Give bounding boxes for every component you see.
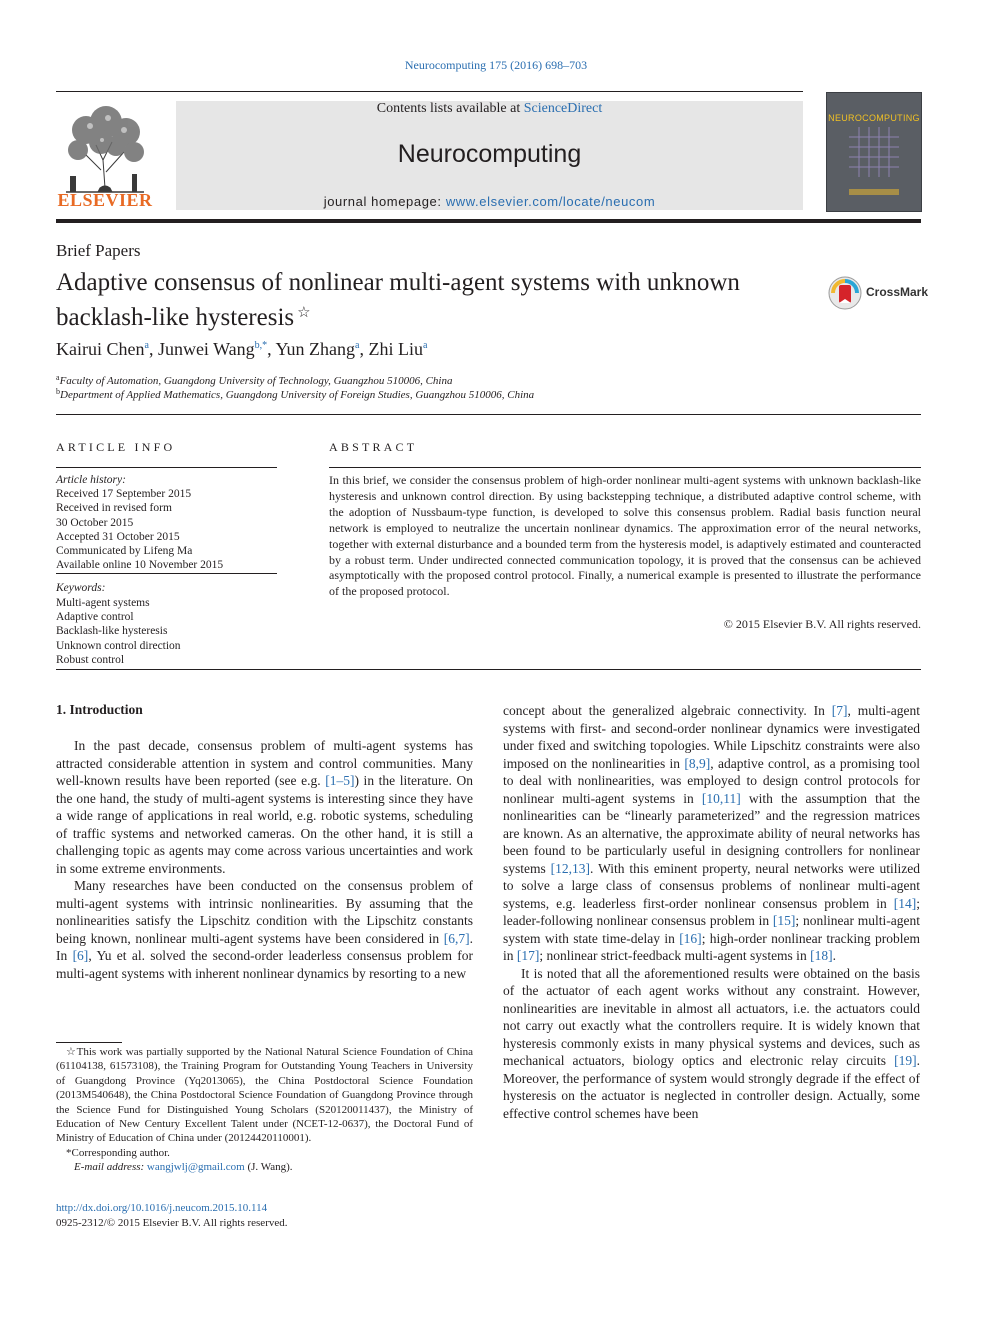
body-text: In the past decade, consensus problem of multi-agent systems has attracted considerable attention in system and control communities. Many well-known results have been reported (see e.g. xyxy=(56,738,473,788)
article-title xyxy=(56,268,816,333)
body-text: Many researches have been conducted on the consensus problem of multi-agent systems with intrinsic nonlinearities. By assuming that the nonlinearities satisfy the Lipschitz condition with the Lipschitz constants being known, nonlinear multi-agent systems have been considered in xyxy=(56,878,473,946)
front-matter-divider xyxy=(56,669,921,670)
homepage-link[interactable]: www.elsevier.com/locate/neucom xyxy=(445,194,656,209)
author-name[interactable]: Kairui Chen xyxy=(56,339,145,359)
title-line-2-text: backlash-like hysteresis xyxy=(56,304,295,331)
history-item: Communicated by Lifeng Ma xyxy=(56,545,193,557)
abstract-rule xyxy=(329,467,921,468)
email-link[interactable]: wangjwlj@gmail.com xyxy=(146,1161,245,1174)
history-item: Received in revised form xyxy=(56,502,172,514)
author-name[interactable]: Junwei Wang xyxy=(157,339,255,359)
reference-link[interactable]: [19] xyxy=(894,1053,917,1068)
homepage-prefix: journal homepage: xyxy=(323,194,446,209)
contents-line xyxy=(176,101,803,117)
reference-link[interactable]: [7] xyxy=(831,703,848,718)
footnote-rule xyxy=(56,1042,122,1043)
article-info-heading: ARTICLE INFO xyxy=(56,440,176,454)
history-item: Accepted 31 October 2015 xyxy=(56,531,180,543)
body-text: . With this eminent property, neural networks were utilized to solve a large class of consensus problems of nonlinear multi-agent systems, e.g. leaderless first-order nonlinear consensus problem in xyxy=(503,860,920,911)
body-text: . Moreover, the performance of system would strongly degrade if the effect of hysteresis on the actuator is neglected in controller design. Actually, some effective control schemes have been xyxy=(503,1053,920,1121)
body-text: . In xyxy=(56,930,473,963)
body-column-left xyxy=(56,737,473,982)
keyword-item: Adaptive control xyxy=(56,611,134,623)
author-affil-link[interactable]: a xyxy=(144,340,149,351)
keyword-item: Unknown control direction xyxy=(56,640,181,652)
reference-link[interactable]: [18] xyxy=(810,948,833,963)
journal-homepage xyxy=(176,194,803,209)
body-text: It is noted that all the aforementioned results were obtained on the basis of the actuator of each agent works without any constraint. However, nonlinearities are inevitable in almost all actuators, i.e. the actuators could not carry out exactly what the controllers require. It is widely known that hysteresis commonly exists in many physical systems and devices, such as mechanical actuators, biology optics and electronic relay circuits xyxy=(503,965,920,1068)
author-name[interactable]: Zhi Liu xyxy=(368,339,423,359)
abstract-heading: ABSTRACT xyxy=(329,440,418,454)
crossmark-label: CrossMark xyxy=(866,285,929,299)
affiliation-mark: a xyxy=(56,373,60,382)
sciencedirect-link[interactable]: ScienceDirect xyxy=(523,101,603,116)
body-text: , Yu et al. solved the second-order leaderless consensus problem for multi-agent systems with inherent nonlinear dynamics by resorting to a new xyxy=(56,948,474,981)
history-item: 30 October 2015 xyxy=(56,517,134,529)
reference-link[interactable]: [14] xyxy=(893,895,917,911)
section-label: Brief Papers xyxy=(56,241,141,260)
history-rule xyxy=(56,573,277,574)
body-text: ; nonlinear strict-feedback multi-agent systems in xyxy=(539,948,811,963)
reference-link[interactable]: [10,11] xyxy=(701,790,741,806)
issn-line: 0925-2312/© 2015 Elsevier B.V. All rights reserved. xyxy=(56,1217,288,1229)
body-text: ; nonlinear multi-agent system with state time-delay in xyxy=(503,913,920,946)
author-separator: , xyxy=(359,339,369,359)
body-paragraph xyxy=(503,702,920,965)
keyword-item: Robust control xyxy=(56,654,125,666)
cover-footer-bar xyxy=(849,189,899,195)
body-text: . xyxy=(832,948,836,963)
body-text: ; high-order nonlinear tracking problem in xyxy=(503,930,920,963)
reference-link[interactable]: [6,7] xyxy=(443,930,470,946)
body-text: ; leader-following nonlinear consensus problem in xyxy=(503,895,920,928)
history-item: Available online 10 November 2015 xyxy=(56,559,224,571)
body-text: , multi-agent systems with first- and second-order nonlinear dynamics were investigated under fixed and switching topologies. While Lipschitz constraints were also imposed on the nonlinearities in xyxy=(503,703,921,771)
section-heading: 1. Introduction xyxy=(56,702,143,717)
author-separator: , xyxy=(148,339,158,359)
history-label: Article history: xyxy=(56,474,126,486)
keyword-item: Multi-agent systems xyxy=(56,597,150,609)
reference-link[interactable]: [15] xyxy=(772,913,796,928)
journal-title: Neurocomputing xyxy=(397,140,582,168)
body-text: , adaptive control, as a promising tool to deal with nonlinearities, was employed to design control protocols for nonlinear multi-agent systems in xyxy=(503,755,920,806)
crossmark-button[interactable] xyxy=(828,276,929,310)
affiliation-text: Department of Applied Mathematics, Guangdong University of Foreign Studies, Guangzhou 510006, China xyxy=(60,389,535,401)
author-separator: , xyxy=(267,339,276,359)
email-suffix: (J. Wang). xyxy=(244,1161,293,1174)
body-text: concept about the generalized algebraic connectivity. In xyxy=(503,703,832,718)
author-name[interactable]: Yun Zhang xyxy=(275,339,355,359)
title-footnote-mark[interactable]: ☆ xyxy=(297,305,311,321)
masthead-top-rule xyxy=(56,91,803,92)
keyword-item: Backlash-like hysteresis xyxy=(56,625,168,637)
body-text: with the assumption that the nonlinearities can be “linearly parameterized” and the regression matrices are known. As an alternative, the approximate ability of neural networks has been found to be particularly useful in designing controllers for nonlinear systems xyxy=(503,790,920,876)
masthead-rule xyxy=(56,219,921,223)
journal-cover-image[interactable] xyxy=(826,92,922,212)
body-paragraph xyxy=(56,877,473,982)
affiliation xyxy=(56,387,534,401)
author-affil-link[interactable]: a xyxy=(355,340,360,351)
abstract-copyright: © 2015 Elsevier B.V. All rights reserved. xyxy=(723,617,921,631)
cover-pattern-icon xyxy=(849,127,899,177)
body-text: ) in the literature. On the one hand, the study of multi-agent systems is interesting since they have a wide range of applications in real world, e.g. robotic systems, scheduling of traffic systems and networked cameras. On the other hand, it is still a challenging topic as agents may come across various uncertainties and work in some extreme environments. xyxy=(56,773,473,876)
affiliation-mark: b xyxy=(56,387,60,396)
article-info-rule xyxy=(56,467,277,468)
abstract-text: In this brief, we consider the consensus problem of high-order nonlinear multi-agent systems with unknown backlash-like hysteresis and unknown control direction. By using backstepping technique, a distributed adaptive control scheme, with the adoption of Nussbaum-type function, is developed to solve this consensus problem. Radial basis function neural network is employed to neutralize the uncertain nonlinear dynamics. The approximation error of the neural networks, together with external disturbance and a bounded term from the hysteresis model, is adaptively estimated and counteracted by a robust term. Under undirected connected communication topology, it is proved that the consensus can be achieved asymptotically with the proposed control protocol. Finally, a numerical example is presented to illustrate the performance of the proposed protocol. xyxy=(329,473,921,599)
contents-prefix: Contents lists available at xyxy=(376,101,524,116)
title-line-2 xyxy=(56,298,816,333)
reference-link[interactable]: [1–5] xyxy=(325,773,355,788)
crossmark-icon xyxy=(828,276,862,310)
email-label: E-mail address: xyxy=(74,1161,147,1174)
journal-citation[interactable]: Neurocomputing 175 (2016) 698–703 xyxy=(404,58,588,72)
affiliation-text: Faculty of Automation, Guangdong University of Technology, Guangzhou 510006, China xyxy=(59,375,453,387)
body-paragraph xyxy=(503,965,920,1123)
publisher-logo-text[interactable]: ELSEVIER xyxy=(57,190,153,210)
body-paragraph xyxy=(56,737,473,877)
cover-title: NEUROCOMPUTING xyxy=(828,113,920,123)
history-item: Received 17 September 2015 xyxy=(56,488,192,500)
keywords-label: Keywords: xyxy=(56,582,106,594)
reference-link[interactable]: [16] xyxy=(679,930,702,946)
affiliation xyxy=(56,373,453,387)
author-list xyxy=(56,339,427,360)
title-line-1: Adaptive consensus of nonlinear multi-agent systems with unknown xyxy=(56,269,740,296)
author-affil-link[interactable]: b,* xyxy=(254,340,268,351)
reference-link[interactable]: [6] xyxy=(72,948,89,963)
footnotes xyxy=(56,1045,473,1175)
email-footnote xyxy=(56,1160,473,1174)
header-divider xyxy=(56,414,921,415)
funding-footnote: ☆This work was partially supported by the National Natural Science Foundation of China (61104138, 61573108), the Training Program for Outstanding Young Teachers in University of Guangdong Province (Yq2013065), the China Postdoctoral Science Foundation (2013M540648), the China Postdoctoral Science Foundation of Guangdong Province through the Science Fund for Distinguished Young Scholars (S20120011437), the Ministry of Education of New Century Excellent Talent under (NCET-12-0637), the Doctoral Fund of Ministry of Education of China under (20124420110001). xyxy=(56,1046,473,1145)
reference-link[interactable]: [12,13] xyxy=(550,860,591,876)
body-column-right xyxy=(503,702,920,1122)
author-affil-link[interactable]: a xyxy=(422,340,428,351)
reference-link[interactable]: [8,9] xyxy=(684,755,711,771)
corresponding-footnote: *Corresponding author. xyxy=(66,1146,170,1159)
doi-link[interactable]: http://dx.doi.org/10.1016/j.neucom.2015.10.114 xyxy=(56,1202,268,1214)
reference-link[interactable]: [17] xyxy=(516,948,540,963)
